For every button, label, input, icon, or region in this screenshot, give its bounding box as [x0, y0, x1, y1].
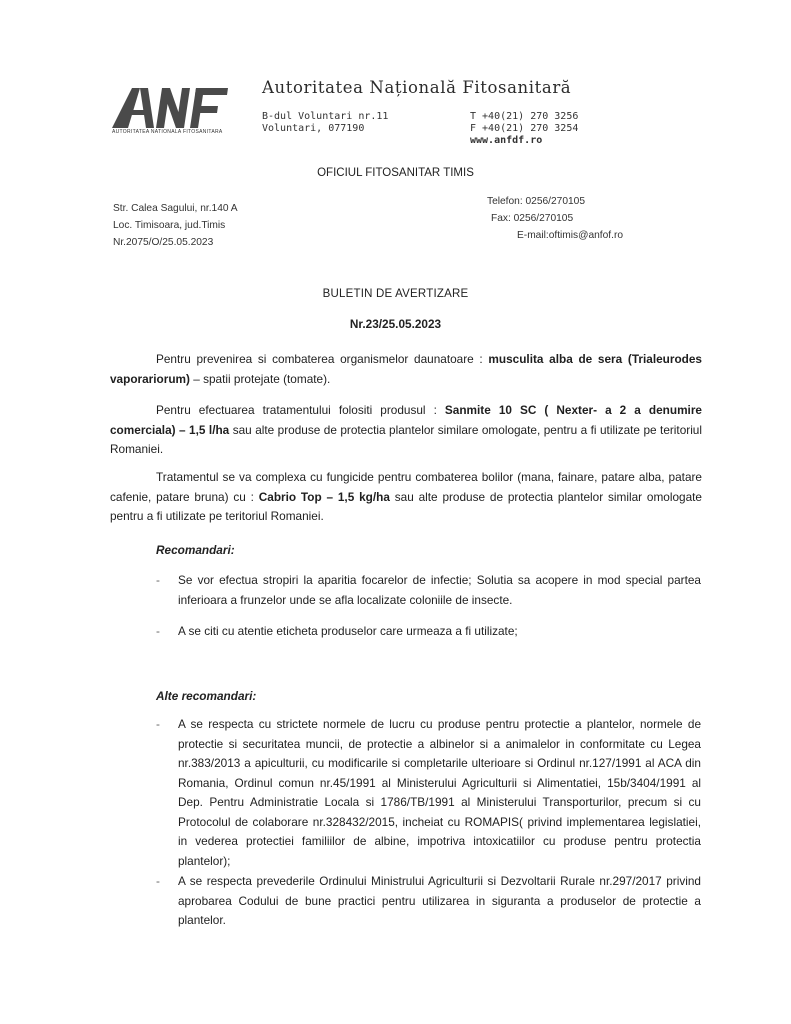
office-telephone: Telefon: 0256/270105 — [487, 196, 585, 207]
list-item — [156, 622, 701, 642]
authority-phone: T +40(21) 270 3256 — [470, 111, 579, 122]
authority-name: Autoritatea Națională Fitosanitară — [262, 78, 572, 97]
office-name: OFICIUL FITOSANITAR TIMIS — [317, 167, 474, 179]
office-address-block — [113, 200, 238, 251]
recommendation-text: Se vor efectua stropiri la aparitia focarelor de infectie; Solutia sa acopere in mod special partea inferioara a frunzelor unde se afla localizate coloniile de insecte. — [178, 573, 701, 607]
address-line1: B-dul Voluntari nr.11 — [262, 111, 389, 122]
p2-text-a: Pentru efectuarea tratamentului folositi produsul : — [156, 403, 445, 417]
paragraph-treatment — [110, 401, 702, 460]
p2-text-c: sau alte produse de protectia plantelor similare omologate, pentru a fi utilizate pe teritoriul Romaniei. — [110, 422, 702, 456]
bullet-dash: - — [156, 624, 160, 638]
p1-text-a: Pentru prevenirea si combaterea organismelor daunatoare : — [156, 352, 489, 366]
office-locality: Loc. Timisoara, jud.Timis — [113, 220, 226, 231]
bullet-dash: - — [156, 874, 160, 888]
other-recommendations-title: Alte recomandari: — [156, 689, 257, 703]
other-recommendation-text: A se respecta cu strictete normele de lucru cu produse pentru protectie a plantelor, normele de protectie si securitatea muncii, de protectie a albinelor si a animalelor in conformitate cu Legea nr.383/2013 a apiculturii, cu modificarile si completarile ulterioare si Ordinul nr.127/1991 al ACA din Romania, Ordinul comun nr.45/1991 al Ministerului Agriculturii si Alimentatiei, 15b/3404/1991 al Dep. Pentru Administratie Locala si 1786/TB/1991 al Ministerului Transporturilor, precum si cu Protocolul de colaborare nr.328432/2015, incheiat cu ROMAPIS( privind implementarea legislatiei, in vederea protectiei familiilor de albine, impotriva intoxicatiilor cu produse pentru protectia plantelor); — [178, 717, 701, 868]
office-fax: Fax: 0256/270105 — [491, 213, 574, 224]
paragraph-pest — [110, 350, 702, 389]
bullet-dash: - — [156, 717, 160, 731]
other-recommendation-text: A se respecta prevederile Ordinului Ministrului Agriculturii si Dezvoltarii Rurale nr.297/2017 privind aprobarea Codului de bune practici pentru utilizarea in siguranta a produselor de protectie a plantelor. — [178, 874, 701, 927]
paragraph-fungicide — [110, 468, 702, 527]
product-sanmite: Sanmite 10 SC ( Nexter- a 2 a denumire comerciala) – 1,5 l/ha — [110, 403, 702, 437]
p3-text-a: Tratamentul se va complexa cu fungicide pentru combaterea bolilor (mana, fainare, patare alba, patare cafenie, patare bruna) cu : — [110, 470, 702, 504]
authority-website: www.anfdf.ro — [470, 135, 543, 146]
anf-logo-icon — [110, 82, 230, 134]
authority-contacts — [470, 111, 578, 147]
authority-address — [262, 111, 388, 135]
p3-text-c: sau alte produse de protectia plantelor similar omologate pentru a fi utilizate pe teritoriul Romaniei. — [110, 489, 702, 523]
pest-name: musculita alba de sera (Trialeurodes vaporariorum) — [110, 352, 702, 386]
address-line2: Voluntari, 077190 — [262, 123, 365, 134]
bulletin-title: BULETIN DE AVERTIZARE — [322, 288, 469, 300]
list-item — [156, 571, 701, 610]
p1-text-c: – spatii protejate (tomate). — [189, 371, 331, 386]
list-item — [156, 715, 701, 871]
office-email: E-mail:oftimis@anfof.ro — [517, 230, 624, 241]
bullet-dash: - — [156, 573, 160, 587]
recommendation-text: A se citi cu atentie eticheta produselor care urmeaza a fi utilizate; — [178, 624, 518, 638]
list-item — [156, 872, 701, 931]
logo-subtitle: AUTORITATEA NATIONALA FITOSANITARA — [112, 129, 223, 135]
office-street: Str. Calea Sagului, nr.140 A — [113, 203, 238, 214]
recommendations-title: Recomandari: — [156, 543, 235, 557]
product-cabrio: Cabrio Top – 1,5 kg/ha — [258, 489, 390, 504]
office-reg-number: Nr.2075/O/25.05.2023 — [113, 237, 214, 248]
authority-fax: F +40(21) 270 3254 — [470, 123, 579, 134]
bulletin-number: Nr.23/25.05.2023 — [349, 317, 442, 331]
